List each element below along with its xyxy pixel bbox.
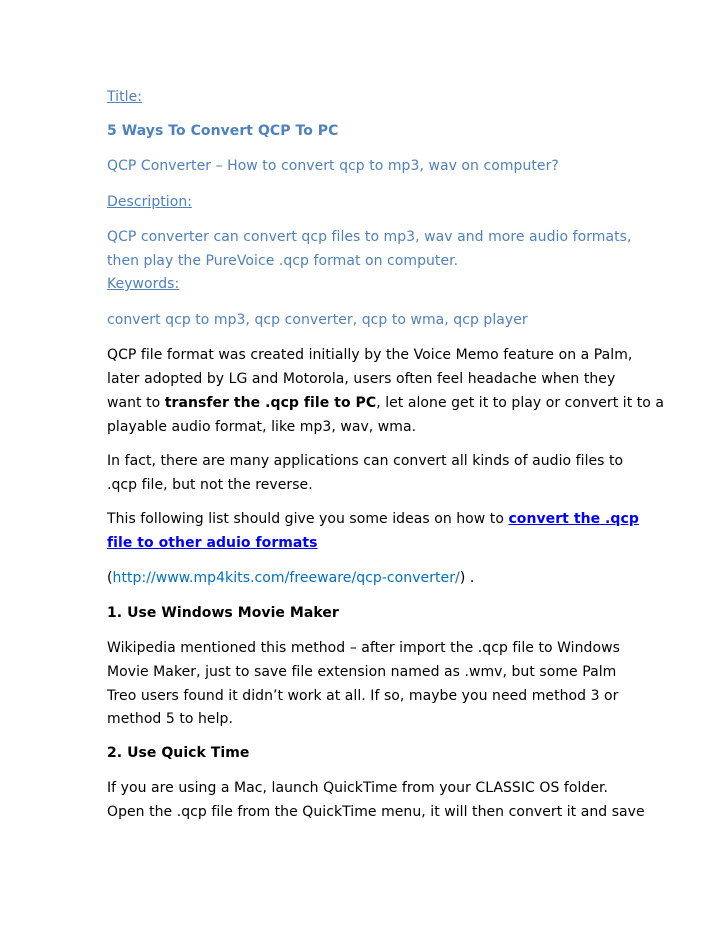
convert-qcp-link[interactable]: convert the .qcp (508, 511, 639, 527)
paragraph-line: .qcp file, but not the reverse. (107, 477, 313, 493)
article-title: 5 Ways To Convert QCP To PC (107, 123, 339, 139)
text-run: This following list should give you some ideas on how to (107, 511, 509, 527)
paragraph-line (107, 510, 639, 528)
description-line: QCP converter can convert qcp files to mp3, wav and more audio formats, (107, 229, 632, 245)
bold-text: transfer the .qcp file to PC (164, 395, 377, 411)
paragraph-line: If you are using a Mac, launch QuickTime from your CLASSIC OS folder. (107, 780, 609, 796)
qcp-converter-url-link[interactable]: http://www.mp4kits.com/freeware/qcp-converter/ (112, 570, 460, 586)
article-subtitle: QCP Converter – How to convert qcp to mp3, wav on computer? (107, 158, 559, 174)
text-run: ) . (459, 570, 475, 586)
convert-qcp-link-continued[interactable]: file to other aduio formats (107, 535, 318, 551)
paragraph-line: playable audio format, like mp3, wav, wma. (107, 419, 417, 435)
paragraph-line: method 5 to help. (107, 711, 233, 727)
paragraph-line: Open the .qcp file from the QuickTime menu, it will then convert it and save (107, 804, 645, 820)
keywords-label: Keywords: (107, 276, 180, 292)
description-line: then play the PureVoice .qcp format on computer. (107, 253, 459, 269)
paragraph-line: Treo users found it didn’t work at all. If so, maybe you need method 3 or (107, 688, 619, 704)
paragraph-line: Movie Maker, just to save file extension named as .wmv, but some Palm (107, 664, 617, 680)
text-run: , let alone get it to play or convert it to a (376, 395, 665, 411)
text-run: want to (107, 395, 165, 411)
description-label: Description: (107, 194, 193, 210)
title-label: Title: (107, 89, 143, 105)
paragraph-line: Wikipedia mentioned this method – after import the .qcp file to Windows (107, 640, 620, 656)
section-heading: 2. Use Quick Time (107, 745, 250, 761)
paragraph-line (107, 534, 318, 552)
paragraph-line: In fact, there are many applications can convert all kinds of audio files to (107, 453, 624, 469)
paragraph-line: later adopted by LG and Motorola, users often feel headache when they (107, 371, 616, 387)
paragraph-line (107, 394, 664, 412)
section-heading: 1. Use Windows Movie Maker (107, 605, 339, 621)
text-run: ( (107, 570, 113, 586)
paragraph-line: QCP file format was created initially by the Voice Memo feature on a Palm, (107, 347, 633, 363)
url-line (107, 569, 474, 587)
keywords-text: convert qcp to mp3, qcp converter, qcp to wma, qcp player (107, 312, 528, 328)
